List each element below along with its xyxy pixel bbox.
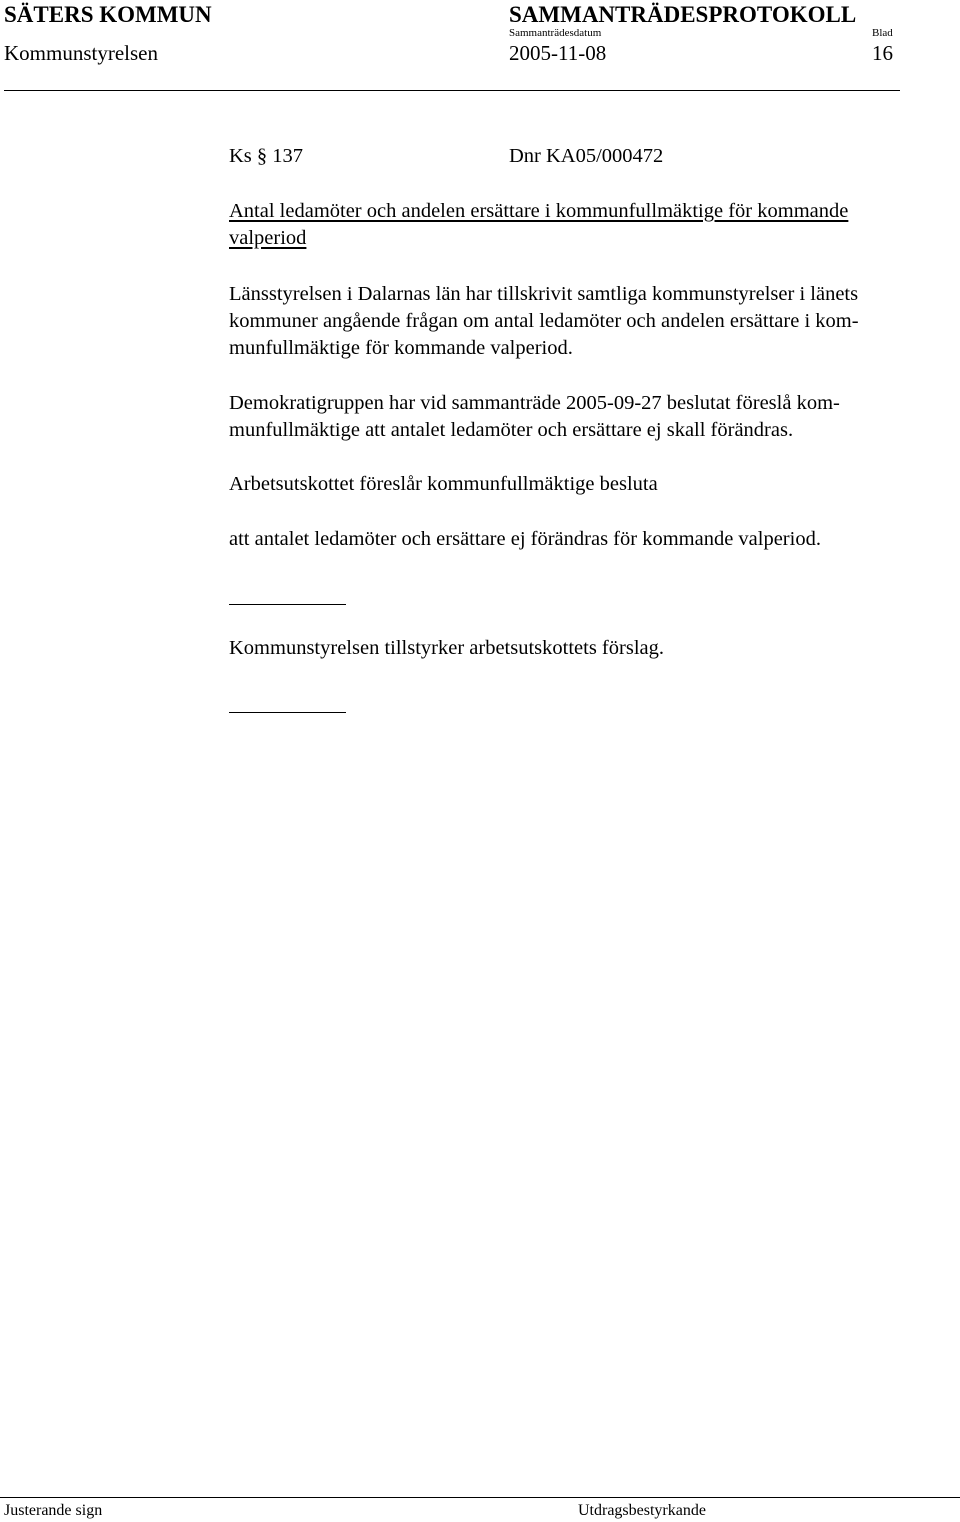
item-dnr: Dnr KA05/000472 bbox=[509, 145, 664, 167]
paragraph-2-line-1: Demokratigruppen har vid sammanträde 2005-09-27 beslutat föreslå kom- bbox=[229, 392, 840, 414]
paragraph-4: att antalet ledamöter och ersättare ej förändras för kommande valperiod. bbox=[229, 528, 821, 550]
footer-justerande: Justerande sign bbox=[4, 1502, 103, 1519]
paragraph-1-line-3: munfullmäktige för kommande valperiod. bbox=[229, 337, 573, 359]
page-number: 16 bbox=[872, 41, 893, 65]
item-title-line-1: Antal ledamöter och andelen ersättare i kommunfullmäktige för kommande bbox=[229, 200, 849, 222]
section-divider-2 bbox=[229, 712, 346, 713]
paragraph-3: Arbetsutskottet föreslår kommunfullmäktige besluta bbox=[229, 473, 658, 495]
paragraph-1-line-1: Länsstyrelsen i Dalarnas län har tillskrivit samtliga kommunstyrelser i länets bbox=[229, 283, 859, 305]
item-title-line-2: valperiod bbox=[229, 227, 307, 249]
section-divider-1 bbox=[229, 604, 346, 605]
item-number: Ks § 137 bbox=[229, 145, 304, 167]
doc-type: SAMMANTRÄDESPROTOKOLL bbox=[509, 2, 857, 27]
footer-rule bbox=[0, 1497, 960, 1498]
body-name: Kommunstyrelsen bbox=[4, 41, 158, 65]
page-label: Blad bbox=[872, 27, 893, 39]
footer-utdrag: Utdragsbestyrkande bbox=[578, 1502, 706, 1519]
meeting-date: 2005-11-08 bbox=[509, 41, 607, 65]
header-rule bbox=[4, 90, 900, 91]
paragraph-2-line-2: munfullmäktige att antalet ledamöter och ersättare ej skall förändras. bbox=[229, 419, 794, 441]
date-label: Sammanträdesdatum bbox=[509, 27, 602, 39]
org-name: SÄTERS KOMMUN bbox=[4, 2, 212, 27]
paragraph-1-line-2: kommuner angående frågan om antal ledamöter och andelen ersättare i kom- bbox=[229, 310, 859, 332]
paragraph-5: Kommunstyrelsen tillstyrker arbetsutskottets förslag. bbox=[229, 637, 664, 659]
